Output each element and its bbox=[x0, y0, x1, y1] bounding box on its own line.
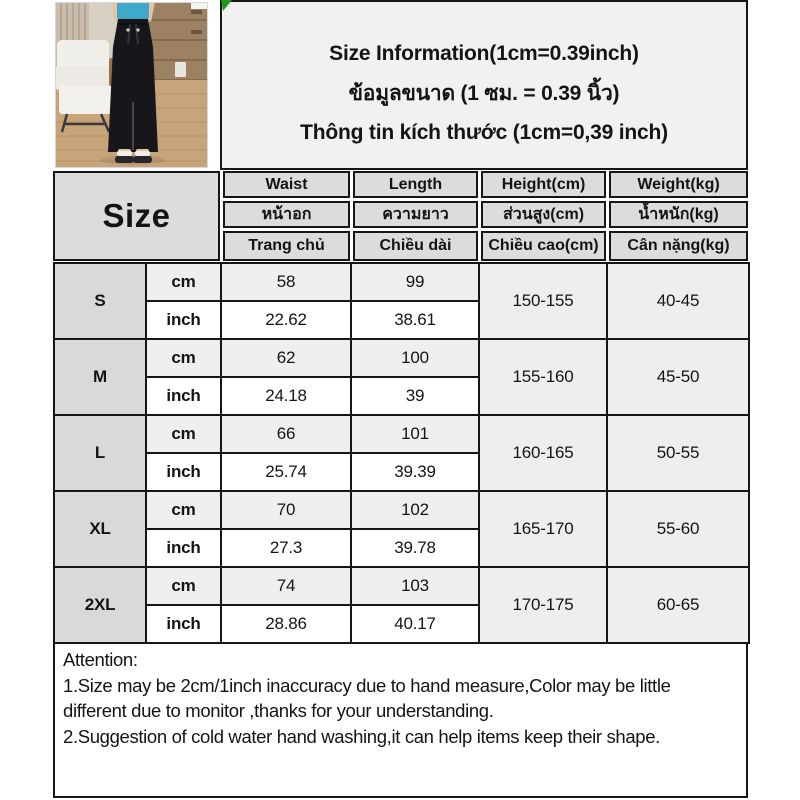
unit-inch-cell: inch bbox=[146, 453, 221, 491]
size-cell: M bbox=[54, 339, 146, 415]
length-inch-cell: 39.78 bbox=[351, 529, 479, 567]
size-header-cell: Size bbox=[53, 171, 220, 261]
table-header bbox=[53, 171, 748, 262]
product-photo-cell bbox=[53, 0, 220, 170]
size-cell: XL bbox=[54, 491, 146, 567]
length-cm-cell: 99 bbox=[351, 263, 479, 301]
green-corner-marker-icon bbox=[221, 0, 233, 12]
weight-range-cell: 40-45 bbox=[607, 263, 749, 339]
unit-cm-cell: cm bbox=[146, 339, 221, 377]
waist-inch-cell: 27.3 bbox=[221, 529, 351, 567]
size-cell: 2XL bbox=[54, 567, 146, 643]
length-cm-cell: 101 bbox=[351, 415, 479, 453]
title-block bbox=[220, 0, 748, 170]
col-header-weight-en: Weight(kg) bbox=[609, 171, 748, 198]
unit-cm-cell: cm bbox=[146, 491, 221, 529]
col-header-waist-en: Waist bbox=[223, 171, 350, 198]
wall-outlet bbox=[175, 62, 186, 77]
col-header-length-th: ความยาว bbox=[353, 201, 478, 228]
attention-note-1: 1.Size may be 2cm/1inch inaccuracy due to hand measure,Color may be little different due to monitor ,thanks for your understanding. bbox=[63, 674, 671, 722]
table-row bbox=[54, 491, 749, 529]
attention-box bbox=[53, 642, 748, 798]
unit-inch-cell: inch bbox=[146, 605, 221, 643]
col-header-waist-vi: Trang chủ bbox=[223, 231, 350, 261]
height-range-cell: 160-165 bbox=[479, 415, 607, 491]
table-row bbox=[54, 567, 749, 605]
col-header-waist-th: หน้าอก bbox=[223, 201, 350, 228]
col-header-length-en: Length bbox=[353, 171, 478, 198]
weight-range-cell: 50-55 bbox=[607, 415, 749, 491]
title-english: Size Information(1cm=0.39inch) bbox=[329, 41, 639, 65]
weight-range-cell: 60-65 bbox=[607, 567, 749, 643]
col-header-length-vi: Chiều dài bbox=[353, 231, 478, 261]
length-inch-cell: 39 bbox=[351, 377, 479, 415]
waist-cm-cell: 62 bbox=[221, 339, 351, 377]
table-row bbox=[54, 339, 749, 377]
col-header-weight-th: น้ำหนัก(kg) bbox=[609, 201, 748, 228]
waist-cm-cell: 66 bbox=[221, 415, 351, 453]
height-range-cell: 150-155 bbox=[479, 263, 607, 339]
unit-inch-cell: inch bbox=[146, 377, 221, 415]
waist-cm-cell: 74 bbox=[221, 567, 351, 605]
unit-inch-cell: inch bbox=[146, 301, 221, 339]
size-cell: S bbox=[54, 263, 146, 339]
title-vietnamese: Thông tin kích thước (1cm=0,39 inch) bbox=[300, 120, 668, 144]
blue-crop-top bbox=[117, 2, 149, 19]
table-row bbox=[54, 415, 749, 453]
unit-cm-cell: cm bbox=[146, 415, 221, 453]
length-inch-cell: 38.61 bbox=[351, 301, 479, 339]
attention-note-2: 2.Suggestion of cold water hand washing,it can help items keep their shape. bbox=[63, 725, 660, 747]
height-range-cell: 165-170 bbox=[479, 491, 607, 567]
length-cm-cell: 100 bbox=[351, 339, 479, 377]
length-inch-cell: 40.17 bbox=[351, 605, 479, 643]
title-thai: ข้อมูลขนาด (1 ซม. = 0.39 นิ้ว) bbox=[348, 81, 620, 105]
length-cm-cell: 102 bbox=[351, 491, 479, 529]
waist-inch-cell: 24.18 bbox=[221, 377, 351, 415]
appliance-top bbox=[191, 2, 208, 9]
size-cell: L bbox=[54, 415, 146, 491]
waist-cm-cell: 58 bbox=[221, 263, 351, 301]
unit-cm-cell: cm bbox=[146, 567, 221, 605]
waist-inch-cell: 25.74 bbox=[221, 453, 351, 491]
weight-range-cell: 45-50 bbox=[607, 339, 749, 415]
product-photo bbox=[55, 2, 208, 168]
col-header-weight-vi: Cân nặng(kg) bbox=[609, 231, 748, 261]
unit-cm-cell: cm bbox=[146, 263, 221, 301]
height-range-cell: 155-160 bbox=[479, 339, 607, 415]
waist-inch-cell: 28.86 bbox=[221, 605, 351, 643]
length-cm-cell: 103 bbox=[351, 567, 479, 605]
attention-heading: Attention: bbox=[63, 649, 138, 670]
waist-cm-cell: 70 bbox=[221, 491, 351, 529]
height-range-cell: 170-175 bbox=[479, 567, 607, 643]
size-table bbox=[53, 262, 750, 644]
col-header-height-en: Height(cm) bbox=[481, 171, 606, 198]
unit-inch-cell: inch bbox=[146, 529, 221, 567]
weight-range-cell: 55-60 bbox=[607, 491, 749, 567]
waist-inch-cell: 22.62 bbox=[221, 301, 351, 339]
col-header-height-vi: Chiều cao(cm) bbox=[481, 231, 606, 261]
length-inch-cell: 39.39 bbox=[351, 453, 479, 491]
col-header-height-th: ส่วนสูง(cm) bbox=[481, 201, 606, 228]
top-block bbox=[53, 0, 748, 170]
table-row bbox=[54, 263, 749, 301]
